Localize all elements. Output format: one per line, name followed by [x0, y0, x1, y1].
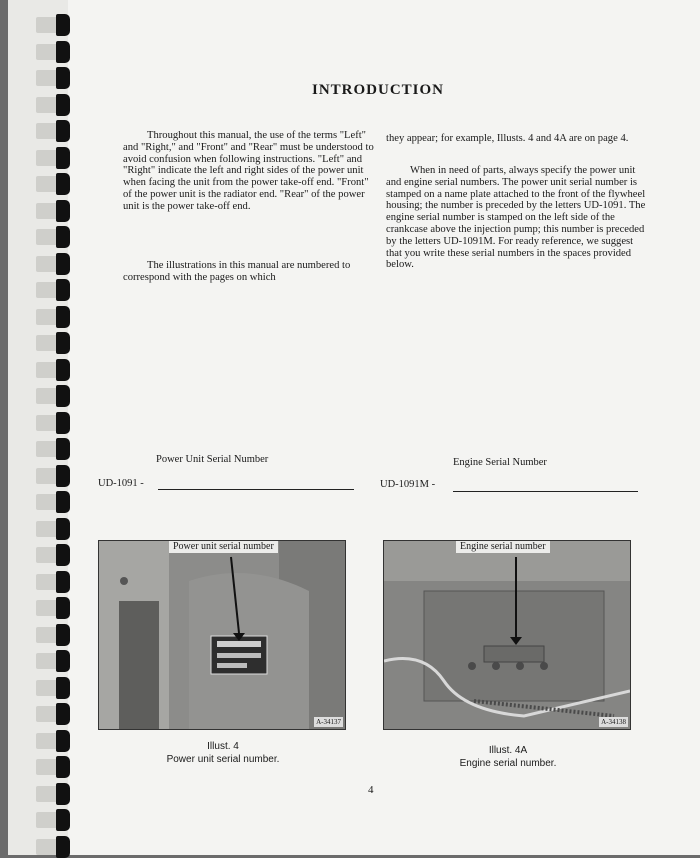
page-number: 4: [368, 784, 374, 796]
illust-4a-title: Illust. 4A: [488, 745, 528, 756]
power-unit-photo-image: [99, 541, 345, 729]
power-unit-serial-blank[interactable]: [158, 488, 354, 490]
engine-photo-image: [384, 541, 630, 729]
power-unit-photo-tag: Power unit serial number: [169, 540, 278, 553]
binding-ring: [56, 491, 70, 513]
binding-ring: [56, 412, 70, 434]
binding-ring: [56, 279, 70, 301]
engine-serial-prefix: UD-1091M -: [380, 479, 436, 490]
binding-ring: [56, 359, 70, 381]
binding-ring: [56, 783, 70, 805]
power-unit-serial-label: Power Unit Serial Number: [156, 454, 269, 465]
binding-ring: [56, 173, 70, 195]
illustrations-paragraph-continued: they appear; for example, Illusts. 4 and 4A are on page 4.: [386, 133, 629, 144]
binding-ring: [56, 624, 70, 646]
binding-ring: [56, 597, 70, 619]
illust-4-title: Illust. 4: [207, 741, 239, 752]
manual-page: [8, 0, 700, 855]
binding-ring: [56, 226, 70, 248]
binding-ring: [56, 544, 70, 566]
binding-ring: [56, 465, 70, 487]
spiral-binding: [8, 0, 68, 855]
terms-paragraph: Throughout this manual, the use of the terms "Left" and "Right," and "Front" and "Rear" must be understood to avoid confusion when following instructions. "Left" and "Right" indicate the left and right sides of the power unit when facing the unit from the power take-off end. "Front" of the power unit is the radiator end. "Rear" of the power unit is the power take-off end.: [123, 130, 374, 212]
binding-ring: [56, 730, 70, 752]
power-unit-photo-code: A-34137: [316, 718, 341, 726]
binding-ring: [56, 650, 70, 672]
binding-ring: [56, 306, 70, 328]
binding-ring: [56, 147, 70, 169]
binding-ring: [56, 703, 70, 725]
power-unit-serial-prefix: UD-1091 -: [98, 478, 144, 489]
binding-ring: [56, 809, 70, 831]
binding-ring: [56, 385, 70, 407]
binding-ring: [56, 253, 70, 275]
binding-ring: [56, 67, 70, 89]
binding-ring: [56, 41, 70, 63]
illustrations-paragraph: The illustrations in this manual are numbered to correspond with the pages on which: [123, 260, 351, 283]
illust-4-text: Power unit serial number.: [166, 754, 280, 765]
parts-paragraph: When in need of parts, always specify the power unit and engine serial numbers. The power unit serial number is stamped on a name plate attached to the front of the flywheel housing; the number is preceded by the letters UD-1091. The engine serial number is stamped on the left side of the crankcase above the injection pump; this number is preceded by the letters UD-1091M. For ready reference, we suggest that you write these serial numbers in the spaces provided below.: [386, 165, 646, 271]
binding-ring: [56, 756, 70, 778]
illust-4-caption: [148, 740, 298, 766]
page-title: INTRODUCTION: [311, 82, 444, 98]
engine-photo: [383, 540, 631, 730]
binding-ring: [56, 571, 70, 593]
binding-ring: [56, 14, 70, 36]
power-unit-photo: [98, 540, 346, 730]
binding-ring: [56, 120, 70, 142]
engine-serial-label: Engine Serial Number: [453, 457, 547, 468]
binding-ring: [56, 518, 70, 540]
binding-ring: [56, 677, 70, 699]
engine-photo-code: A-34138: [601, 718, 626, 726]
binding-ring: [56, 332, 70, 354]
binding-ring: [56, 836, 70, 858]
engine-serial-blank[interactable]: [453, 490, 638, 492]
illust-4a-text: Engine serial number.: [459, 758, 557, 769]
engine-photo-tag: Engine serial number: [456, 540, 550, 553]
illust-4a-caption: [433, 744, 583, 770]
binding-ring: [56, 200, 70, 222]
binding-ring: [56, 94, 70, 116]
binding-ring: [56, 438, 70, 460]
